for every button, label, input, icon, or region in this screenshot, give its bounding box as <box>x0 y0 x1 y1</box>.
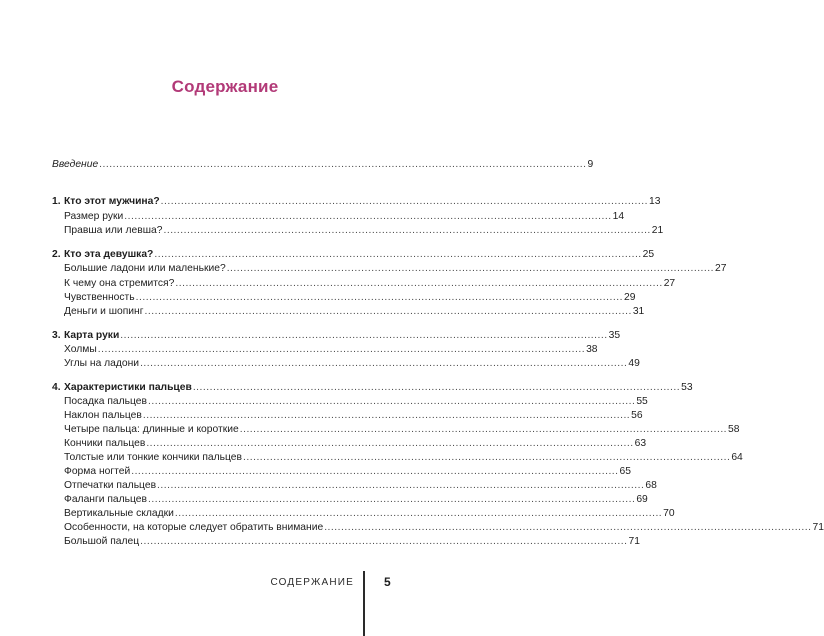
toc-entry[interactable] <box>52 493 648 507</box>
toc-page-number: 71 <box>812 522 824 533</box>
toc-page-number: 25 <box>642 249 655 260</box>
toc-leader-dots: ................................................................................................................................................. <box>154 249 642 260</box>
toc-entry-label: Посадка пальцев <box>64 396 147 407</box>
toc-page-number: 14 <box>612 211 625 222</box>
toc-entry[interactable] <box>52 224 664 238</box>
toc-chapter-4[interactable] <box>52 381 693 395</box>
toc-chapter-3[interactable] <box>52 329 621 343</box>
toc-leader-dots: ................................................................................................................................................. <box>140 358 628 369</box>
toc-entry-label: Холмы <box>64 344 97 355</box>
toc-entry-label: Карта руки <box>64 330 120 341</box>
toc-chapter-1[interactable] <box>52 195 661 209</box>
toc-leader-dots: ................................................................................................................................................. <box>124 211 612 222</box>
toc-entry[interactable] <box>52 343 598 357</box>
toc-entry[interactable] <box>52 535 640 549</box>
toc-leader-dots: ................................................................................................................................................. <box>239 424 728 435</box>
toc-entry-label: Характеристики пальцев <box>64 382 192 393</box>
toc-page-number: 63 <box>634 438 647 449</box>
toc-leader-dots: ................................................................................................................................................. <box>192 382 681 393</box>
toc-leader-dots: ................................................................................................................................................. <box>97 344 586 355</box>
toc-entry-label: Особенности, на которые следует обратить внимание <box>64 522 324 533</box>
toc-page-number: 27 <box>663 278 676 289</box>
toc-page-number: 27 <box>715 263 727 274</box>
toc-entry[interactable] <box>52 479 657 493</box>
toc-entry[interactable] <box>52 305 645 319</box>
toc-entry[interactable] <box>52 423 740 437</box>
toc-entry[interactable] <box>52 291 636 305</box>
toc-leader-dots: ................................................................................................................................................. <box>175 278 663 289</box>
toc-entry[interactable] <box>52 210 625 224</box>
toc-entry[interactable] <box>52 262 727 276</box>
toc-entry[interactable] <box>52 277 676 291</box>
toc-entry-label: Углы на ладони <box>64 358 140 369</box>
toc-entry-label: Форма ногтей <box>64 466 131 477</box>
toc-chapter-number: 3. <box>52 330 61 341</box>
toc-leader-dots: ................................................................................................................................................. <box>120 330 608 341</box>
toc-leader-dots: ................................................................................................................................................. <box>160 196 648 207</box>
toc-entry-label: Фаланги пальцев <box>64 494 147 505</box>
toc-page-number: 53 <box>681 382 693 393</box>
toc-entry-label: Кончики пальцев <box>64 438 146 449</box>
toc-entry[interactable] <box>52 357 640 371</box>
toc-page-number: 13 <box>649 196 661 207</box>
toc-leader-dots: ................................................................................................................................................. <box>147 396 636 407</box>
toc-entry-label: Введение <box>52 159 99 170</box>
toc-page-number: 58 <box>728 424 740 435</box>
toc-entry-label: Чувственность <box>64 292 135 303</box>
toc-entry-label: Деньги и шопинг <box>64 306 144 317</box>
toc-page-number: 49 <box>628 358 640 369</box>
toc-entry-label: Отпечатки пальцев <box>64 480 157 491</box>
toc-entry[interactable] <box>52 451 743 465</box>
toc-entry-label: Наклон пальцев <box>64 410 142 421</box>
toc-page-number: 35 <box>608 330 621 341</box>
toc-leader-dots: ................................................................................................................................................. <box>148 494 636 505</box>
toc-entry-label: Размер руки <box>64 211 124 222</box>
page-number: 5 <box>384 575 391 589</box>
toc-chapter-2[interactable] <box>52 248 655 262</box>
toc-leader-dots: ................................................................................................................................................. <box>226 263 715 274</box>
toc-page-number: 29 <box>623 292 636 303</box>
toc-page-number: 31 <box>632 306 645 317</box>
toc-page-number: 70 <box>663 508 675 519</box>
running-footer-section: СОДЕРЖАНИЕ <box>270 577 354 588</box>
toc-leader-dots: ................................................................................................................................................. <box>163 225 651 236</box>
toc-entry[interactable] <box>52 409 643 423</box>
toc-entry[interactable] <box>52 437 647 451</box>
toc-chapter-number: 2. <box>52 249 61 260</box>
toc-leader-dots: ................................................................................................................................................. <box>140 536 628 547</box>
toc-page-number: 21 <box>651 225 664 236</box>
toc-leader-dots: ................................................................................................................................................. <box>174 508 663 519</box>
toc-entry[interactable] <box>52 521 824 535</box>
toc-leader-dots: ................................................................................................................................................. <box>99 159 587 170</box>
toc-entry-label: Правша или левша? <box>64 225 163 236</box>
toc-page-number: 64 <box>731 452 743 463</box>
toc-leader-dots: ................................................................................................................................................. <box>144 306 632 317</box>
toc-chapter-number: 1. <box>52 196 61 207</box>
toc-page-number: 55 <box>636 396 648 407</box>
toc-leader-dots: ................................................................................................................................................. <box>157 480 645 491</box>
toc-entry-label: Вертикальные складки <box>64 508 174 519</box>
toc-entry[interactable] <box>52 465 631 479</box>
toc-entry-intro[interactable] <box>52 158 594 172</box>
toc-page-number: 65 <box>619 466 631 477</box>
toc-page-number: 56 <box>631 410 643 421</box>
footer-divider <box>363 571 365 636</box>
toc-leader-dots: ................................................................................................................................................. <box>142 410 631 421</box>
toc-leader-dots: ................................................................................................................................................. <box>131 466 619 477</box>
toc-page-number: 68 <box>645 480 657 491</box>
toc-entry-label: Четыре пальца: длинные и короткие <box>64 424 239 435</box>
toc-leader-dots: ................................................................................................................................................. <box>135 292 623 303</box>
page-title: Содержание <box>171 77 279 96</box>
toc-leader-dots: ................................................................................................................................................. <box>146 438 634 449</box>
toc-entry-label: Большой палец <box>64 536 140 547</box>
toc-entry-label: Толстые или тонкие кончики пальцев <box>64 452 242 463</box>
toc-chapter-number: 4. <box>52 382 61 393</box>
toc-leader-dots: ................................................................................................................................................. <box>324 522 812 533</box>
toc-page-number: 38 <box>586 344 598 355</box>
toc-entry-label: Большие ладони или маленькие? <box>64 263 226 274</box>
toc-entry-label: Кто этот мужчина? <box>64 196 160 207</box>
toc-entry[interactable] <box>52 395 648 409</box>
toc-page-number: 9 <box>587 159 594 170</box>
toc-page-number: 71 <box>628 536 640 547</box>
toc-entry-label: Кто эта девушка? <box>64 249 154 260</box>
toc-entry-label: К чему она стремится? <box>64 278 175 289</box>
toc-page-number: 69 <box>636 494 648 505</box>
toc-leader-dots: ................................................................................................................................................. <box>243 452 731 463</box>
toc-entry[interactable] <box>52 507 675 521</box>
